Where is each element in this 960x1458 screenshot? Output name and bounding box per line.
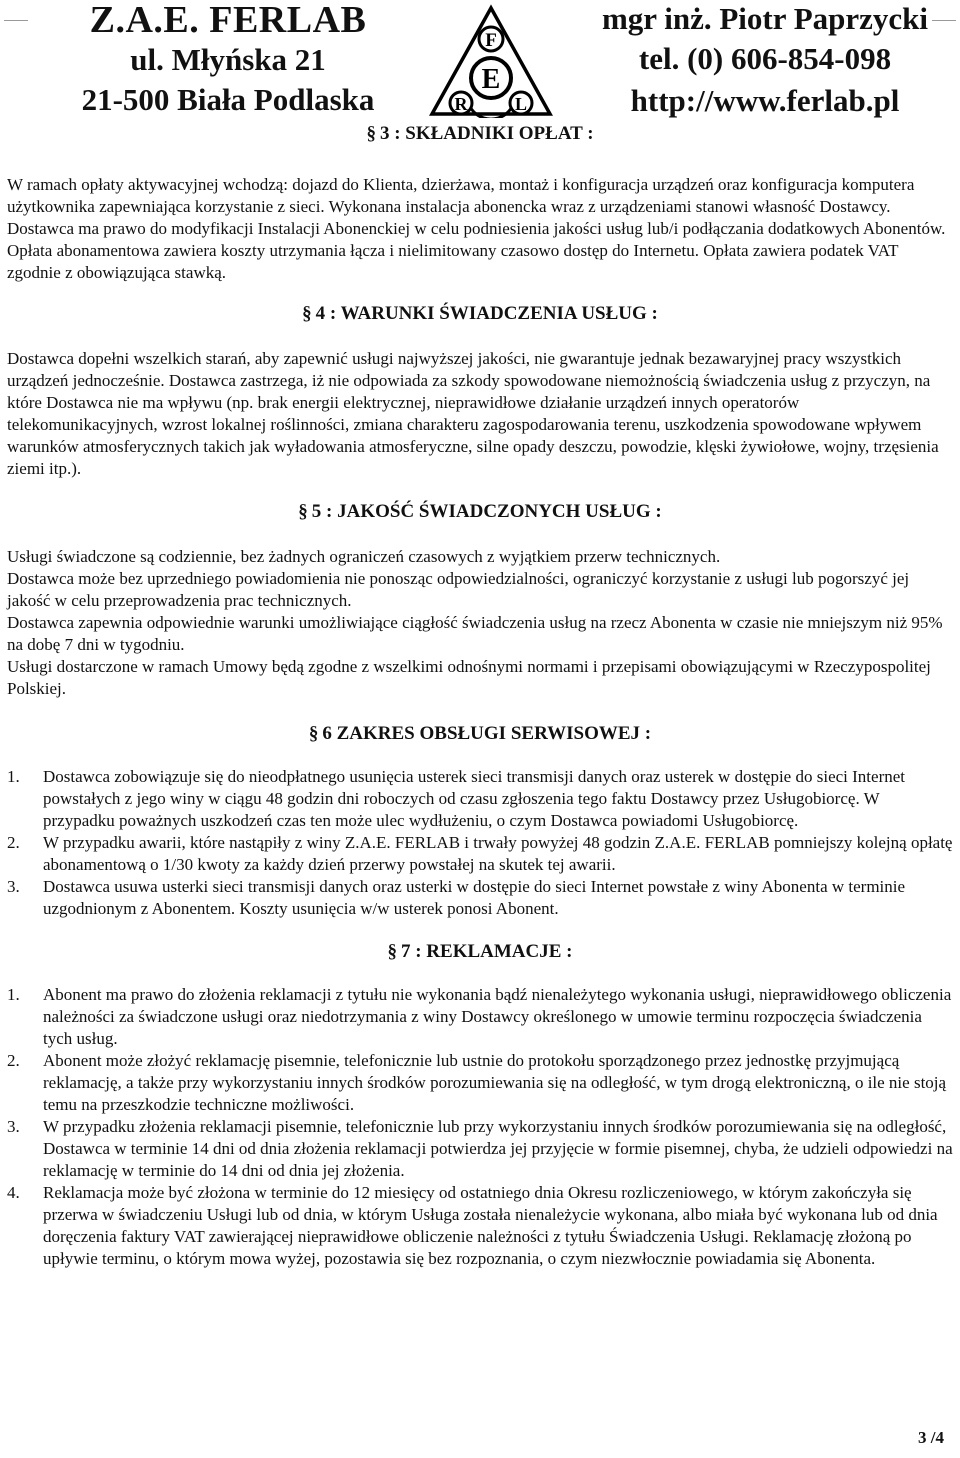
list-item-number: 1. [7, 985, 20, 1004]
list-item-text: Reklamacja może być złożona w terminie do 12 miesięcy od ostatniego dnia Okresu rozliczeniowego, w którym zakończyła się przerwa w świadczeniu Usługi lub od dnia, w którym Usługa została nienależycie wykonana, albo miała być wykonana lub od dnia doręczenia faktury VAT zawierającej nieprawidłowe obliczenie należności z tytułu Świadczenia Usługi. Reklamację złożoną po upływie terminu, o którym mowa wyżej, pozostawia się bez rozpoznania, o czym niezwłocznie powiadamia się Abonenta. [43, 1183, 938, 1268]
list-item-number: 4. [7, 1183, 20, 1202]
logo-letter-e: E [481, 64, 501, 95]
section-3-paragraph-1: W ramach opłaty aktywacyjnej wchodzą: dojazd do Klienta, dzierżawa, montaż i konfiguracja urządzeń oraz konfiguracja komputera użytkownika zapewniająca korzystanie z sieci. Wykonana instalacja abonencka wraz z urządzeniami stanowi własność Dostawcy. Dostawca ma prawo do modyfikacji Instalacji Abonenckiej w celu podniesienia jakości usług lub/i podłączania dodatkowych Abonentów. [7, 175, 946, 238]
list-item [7, 984, 953, 1050]
list-item-number: 2. [7, 1051, 20, 1070]
company-address-block [58, 0, 398, 120]
list-item-number: 2. [7, 833, 20, 852]
section-title-5 [7, 500, 953, 524]
list-item [7, 832, 953, 876]
section-title-3 [7, 122, 953, 146]
list-item-text: Abonent ma prawo do złożenia reklamacji z tytułu nie wykonania bądź nienależytego wykonania usługi, nieprawidłowego obliczenia należności za świadczone usługi oraz niedotrzymania z winy Dostawcy określonego w umowie terminu rozpoczęcia świadczenia tych usług. [43, 985, 952, 1048]
section-mark: § [366, 123, 376, 144]
company-name: Z.A.E. FERLAB [89, 0, 367, 41]
section-4-paragraph-1: Dostawca dopełni wszelkich starań, aby zapewnić usługi najwyższej jakości, nie gwarantuje jednak bezawaryjnej pracy wszystkich urządzeń jednocześnie. Dostawca zastrzega, iż nie odpowiada za szkody spowodowane niemożnością świadczenia usług z przyczyn, na które Dostawca nie ma wpływu (np. brak energii elektrycznej, nieprawidłowe działanie urządzeń innych operatorów telekomunikacyjnych, wzrost lokalnej roślinności, zmiana charakteru zagospodarowania terenu, uszkodzenia spowodowane wpływem warunków atmosferycznych takich jak wyładowania atmosferyczne, silne opady deszczu, powodzie, klęski żywiołowe, wojny, trzęsienia ziemi itp.). [7, 349, 939, 478]
section-title-4 [7, 302, 953, 326]
list-item [7, 1182, 953, 1270]
header-rule-left [4, 20, 28, 21]
contact-website-link[interactable]: http://www.ferlab.pl [630, 83, 900, 118]
logo-letter-f: F [485, 30, 497, 51]
header-rule-right [932, 20, 956, 21]
contact-person: mgr inż. Piotr Paprzycki [601, 1, 928, 36]
document-body [7, 122, 953, 1270]
section-5-paragraph-2: Dostawca może bez uprzedniego powiadomienia nie ponosząc odpowiedzialności, ograniczyć korzystanie z usługi lub pogorszyć jej jakość w celu przeprowadzenia prac technicznych. [7, 569, 910, 610]
ferlab-logo [428, 4, 554, 118]
page-number: 3 /4 [918, 1428, 944, 1447]
section-title-text: 6 ZAKRES OBSŁUGI SERWISOWEJ : [322, 723, 652, 744]
list-item-text: W przypadku złożenia reklamacji pisemnie, telefonicznie lub przy wykorzystaniu innych środków porozumiewania się na odległość, Dostawca w terminie 14 dni od dnia złożenia reklamacji potwierdza jej przyjęcie w formie pisemnej, chyba, że udzieli odpowiedzi na reklamację w terminie do 14 dni od dnia jej złożenia. [43, 1117, 953, 1180]
section-title-6 [7, 722, 953, 746]
section-title-text: 5 : JAKOŚĆ ŚWIADCZONYCH USŁUG : [311, 501, 662, 522]
section-mark: § [302, 303, 312, 324]
section-mark: § [298, 501, 308, 522]
section-title-text: 4 : WARUNKI ŚWIADCZENIA USŁUG : [315, 303, 658, 324]
section-mark: § [308, 723, 319, 744]
list-item-text: Dostawca zobowiązuje się do nieodpłatnego usunięcia usterek sieci transmisji danych oraz usterek w dostępie do sieci Internet powstałych z jego winy w ciągu 48 godzin dni roboczych od czasu zgłoszenia tego faktu Dostawcy przez Usługobiorcę. W przypadku poważnych uszkodzeń czas ten może ulec wydłużeniu, o czym Dostawca powiadomi Usługobiorcę. [43, 767, 905, 830]
list-item [7, 1050, 953, 1116]
section-5-paragraph-3: Dostawca zapewnia odpowiednie warunki umożliwiające ciągłość świadczenia usług na rzecz Abonenta w czasie nie mniejszym niż 95% na dobę 7 dni w tygodniu. [7, 613, 943, 654]
section-5-paragraph-1: Usługi świadczone są codziennie, bez żadnych ograniczeń czasowych z wyjątkiem przerw technicznych. [7, 547, 721, 566]
section-title-text: 3 : SKŁADNIKI OPŁAT : [379, 123, 594, 144]
section-3-paragraph-2: Opłata abonamentowa zawiera koszty utrzymania łącza i nielimitowany czasowo dostęp do Internetu. Opłata zawiera podatek VAT zgodnie z obowiązująca stawką. [7, 241, 899, 282]
list-item-number: 1. [7, 767, 20, 786]
section-5-paragraph-4: Usługi dostarczone w ramach Umowy będą zgodne z wszelkimi odnośnymi normami i przepisami obowiązującymi w Rzeczypospolitej Polskiej. [7, 657, 931, 698]
service-scope-list [7, 766, 953, 920]
letterhead [0, 0, 960, 125]
list-item-text: W przypadku awarii, które nastąpiły z winy Z.A.E. FERLAB i trwały powyżej 48 godzin Z.A.E. FERLAB pomniejszy kolejną opłatę abonamentową o 1/30 kwoty za każdy dzień przerwy powstałej na skutek tej awarii. [43, 833, 953, 874]
section-mark: § [387, 941, 397, 962]
contact-phone: tel. (0) 606-854-098 [638, 41, 892, 76]
list-item-number: 3. [7, 1117, 20, 1136]
logo-letter-l: L [514, 94, 528, 114]
list-item [7, 876, 953, 920]
company-city: 21-500 Biała Podlaska [81, 82, 375, 117]
contact-block [600, 0, 930, 122]
list-item-text: Dostawca usuwa usterki sieci transmisji danych oraz usterki w dostępie do sieci Internet powstałe z winy Abonenta w terminie uzgodnionym z Abonentem. Koszty usunięcia w/w usterek ponosi Abonent. [43, 877, 906, 918]
section-title-text: 7 : REKLAMACJE : [400, 941, 573, 962]
list-item [7, 766, 953, 832]
company-street: ul. Młyńska 21 [130, 42, 326, 77]
section-title-7 [7, 940, 953, 964]
complaints-list [7, 984, 953, 1270]
list-item-number: 3. [7, 877, 20, 896]
list-item-text: Abonent może złożyć reklamację pisemnie, telefonicznie lub ustnie do protokołu sporządzonego przez jednostkę przyjmującą reklamację, a także przy wykorzystaniu innych środków porozumiewania się na odległość, w tym drogą elektroniczną, o ile nie stoją temu na przeszkodzie techniczne możliwości. [43, 1051, 947, 1114]
logo-letter-r: R [454, 94, 468, 114]
list-item [7, 1116, 953, 1182]
